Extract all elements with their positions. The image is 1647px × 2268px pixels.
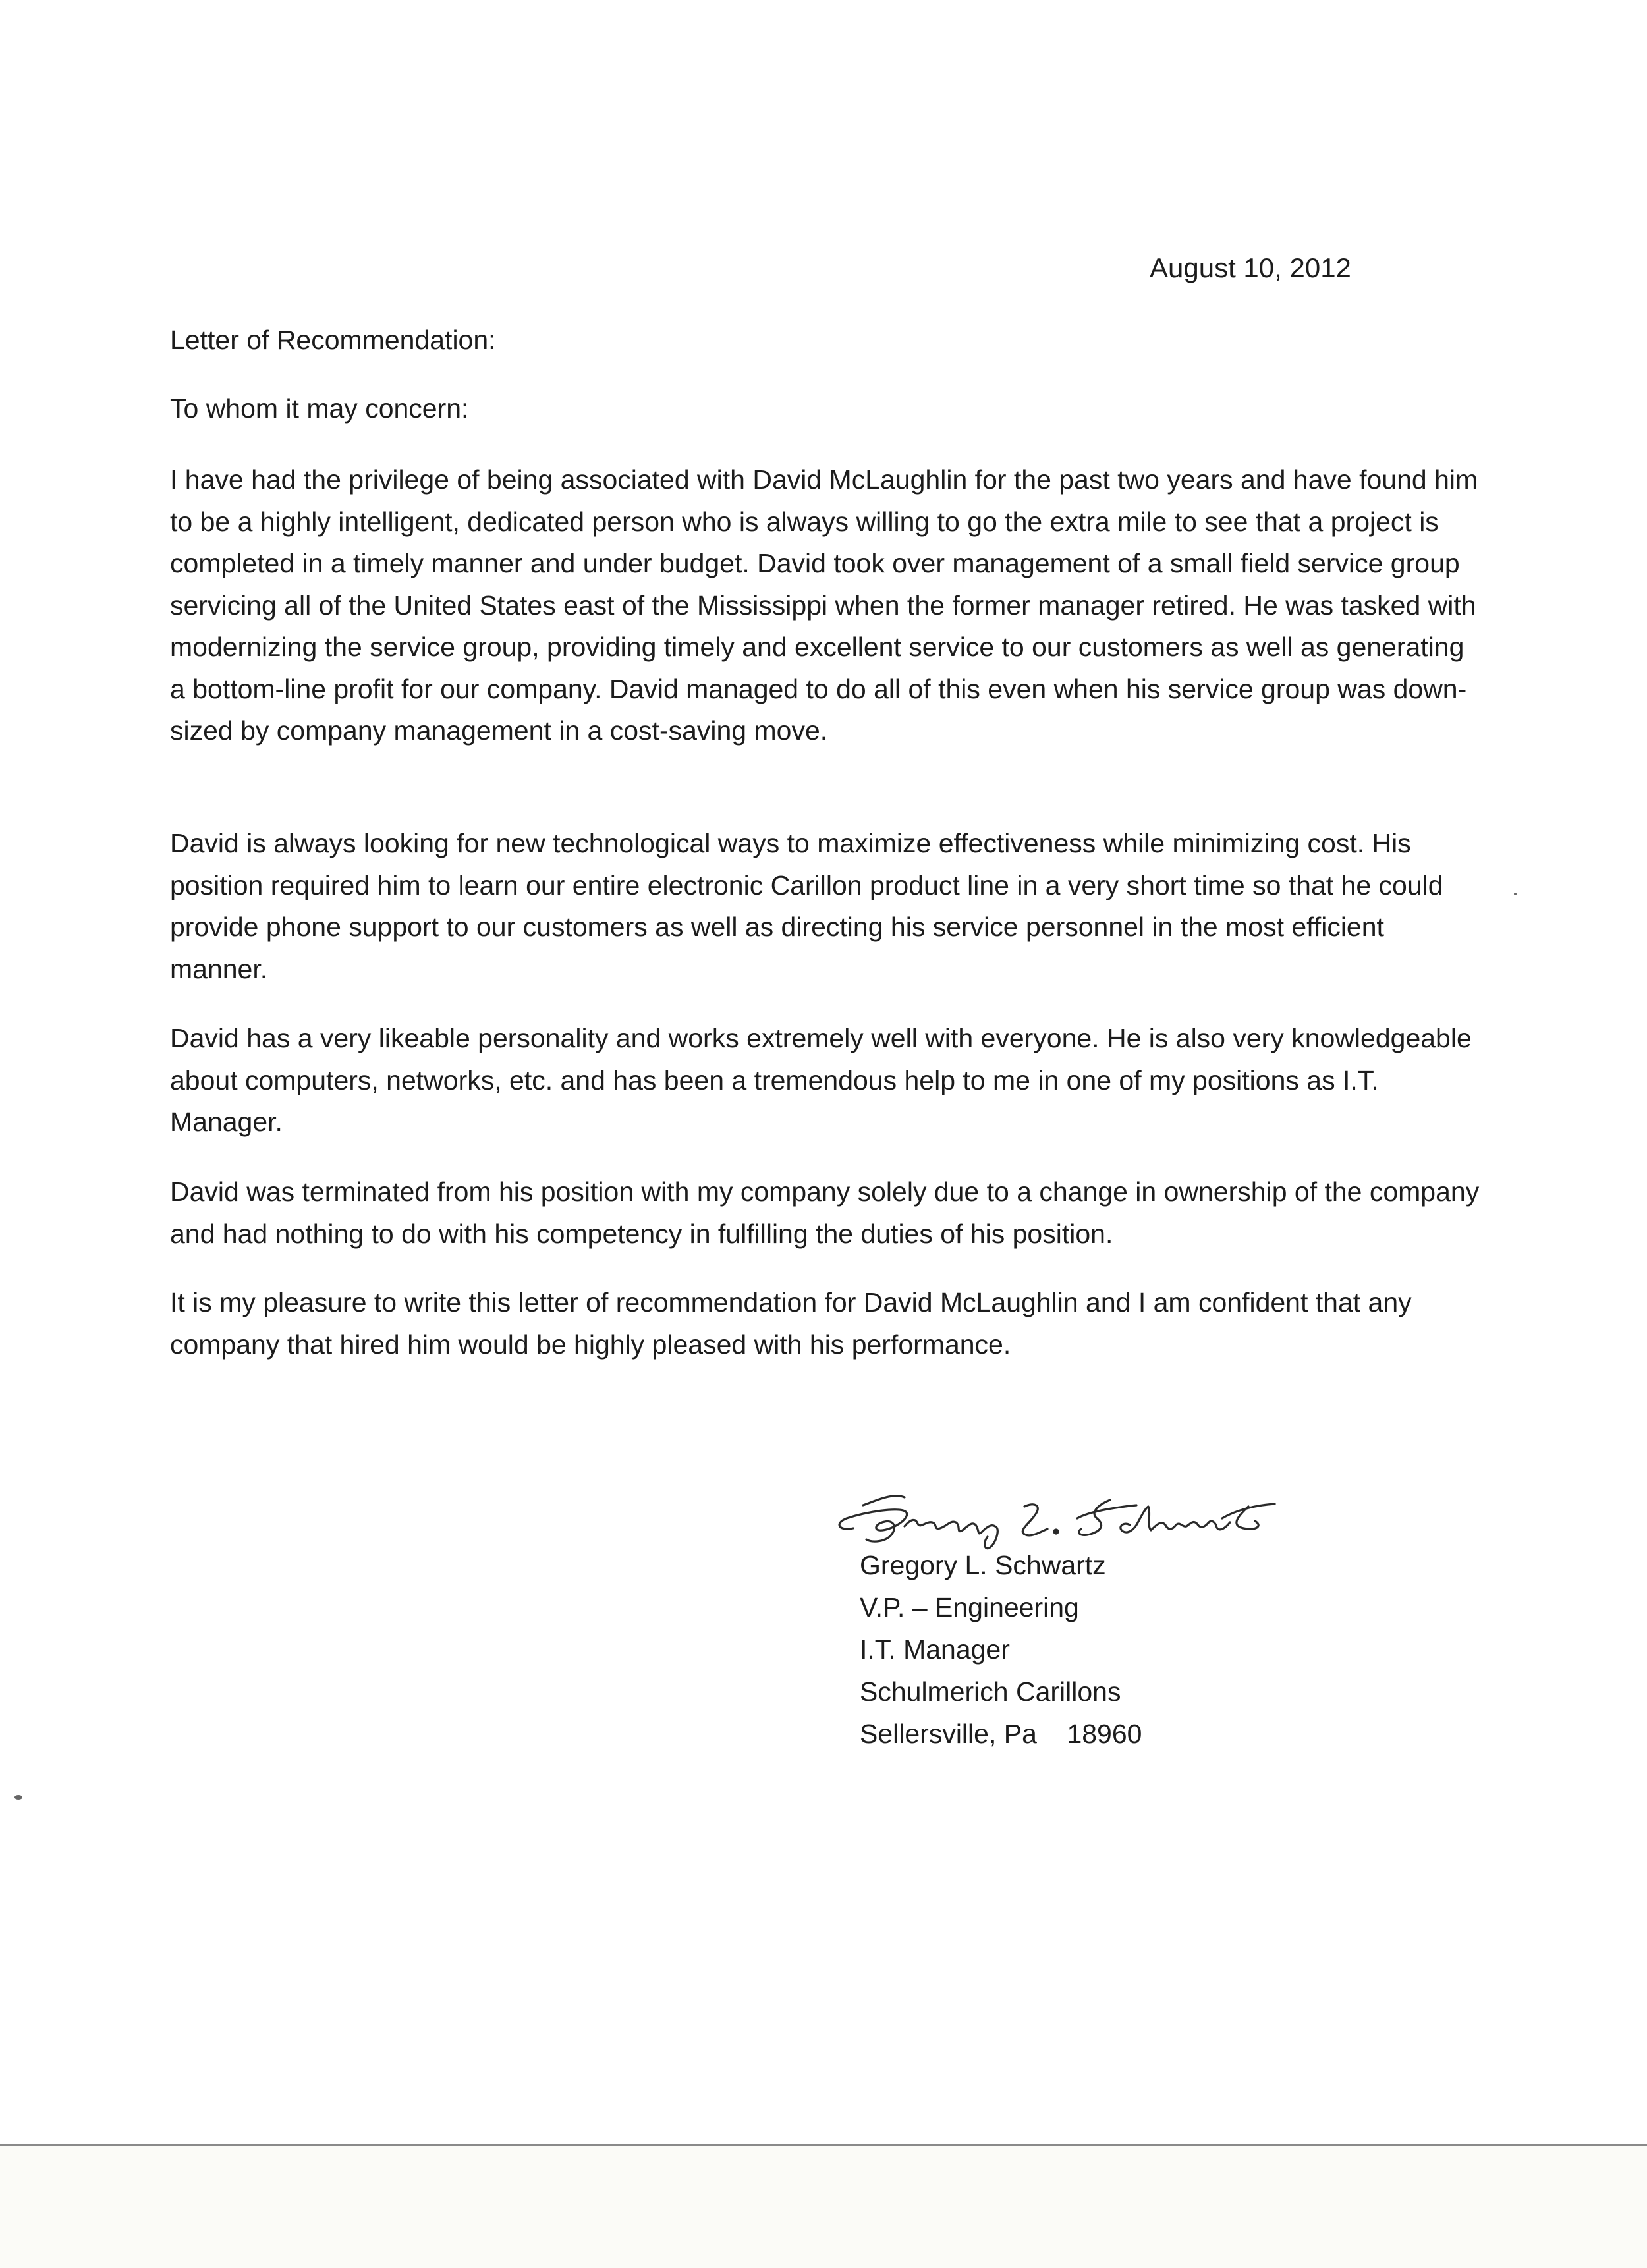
signer-title-vp: V.P. – Engineering bbox=[860, 1592, 1079, 1622]
signer-title-it: I.T. Manager bbox=[860, 1634, 1010, 1665]
scan-footer-band bbox=[0, 2144, 1647, 2268]
paragraph-4: David was terminated from his position with my company solely due to a change in ownership of the company and had nothing to do with his competency in fulfilling the duties of his position. bbox=[170, 1176, 1480, 1249]
scan-speck bbox=[14, 1795, 22, 1800]
signer-company: Schulmerich Carillons bbox=[860, 1676, 1121, 1707]
paragraph-3: David has a very likeable personality and works extremely well with everyone. He is also very knowledgeable about computers, networks, etc. and has been a tremendous help to me in one of my positions as I.T. Manager. bbox=[170, 1023, 1472, 1137]
signer-name: Gregory L. Schwartz bbox=[860, 1550, 1106, 1580]
signature-block bbox=[860, 1544, 1142, 1755]
signer-address: Sellersville, Pa 18960 bbox=[860, 1719, 1142, 1749]
paragraph-5: It is my pleasure to write this letter of recommendation for David McLaughlin and I am confident that any company that hired him would be highly pleased with his performance. bbox=[170, 1287, 1412, 1360]
scan-speck bbox=[1514, 893, 1517, 895]
paragraph-1: I have had the privilege of being associated with David McLaughlin for the past two years and have found him to be a highly intelligent, dedicated person who is always willing to go the extra mile to see that a project is completed in a timely manner and under budget. David took over management of a small field service group servicing all of the United States east of the Mississippi when the former manager retired. He was tasked with modernizing the service group, providing timely and excellent service to our customers as well as generating a bottom-line profit for our company. David managed to do all of this even when his service group was down-sized by company management in a cost-saving move. bbox=[170, 464, 1478, 746]
scan-footer-rule bbox=[0, 2144, 1647, 2146]
letter-date: August 10, 2012 bbox=[1150, 252, 1351, 283]
letter-title: Letter of Recommendation: bbox=[170, 325, 496, 355]
salutation: To whom it may concern: bbox=[170, 393, 469, 424]
paragraph-2: David is always looking for new technological ways to maximize effectiveness while minimizing cost. His position required him to learn our entire electronic Carillon product line in a very short time so that he could provide phone support to our customers as well as directing his service personnel in the most efficient manner. bbox=[170, 828, 1443, 984]
